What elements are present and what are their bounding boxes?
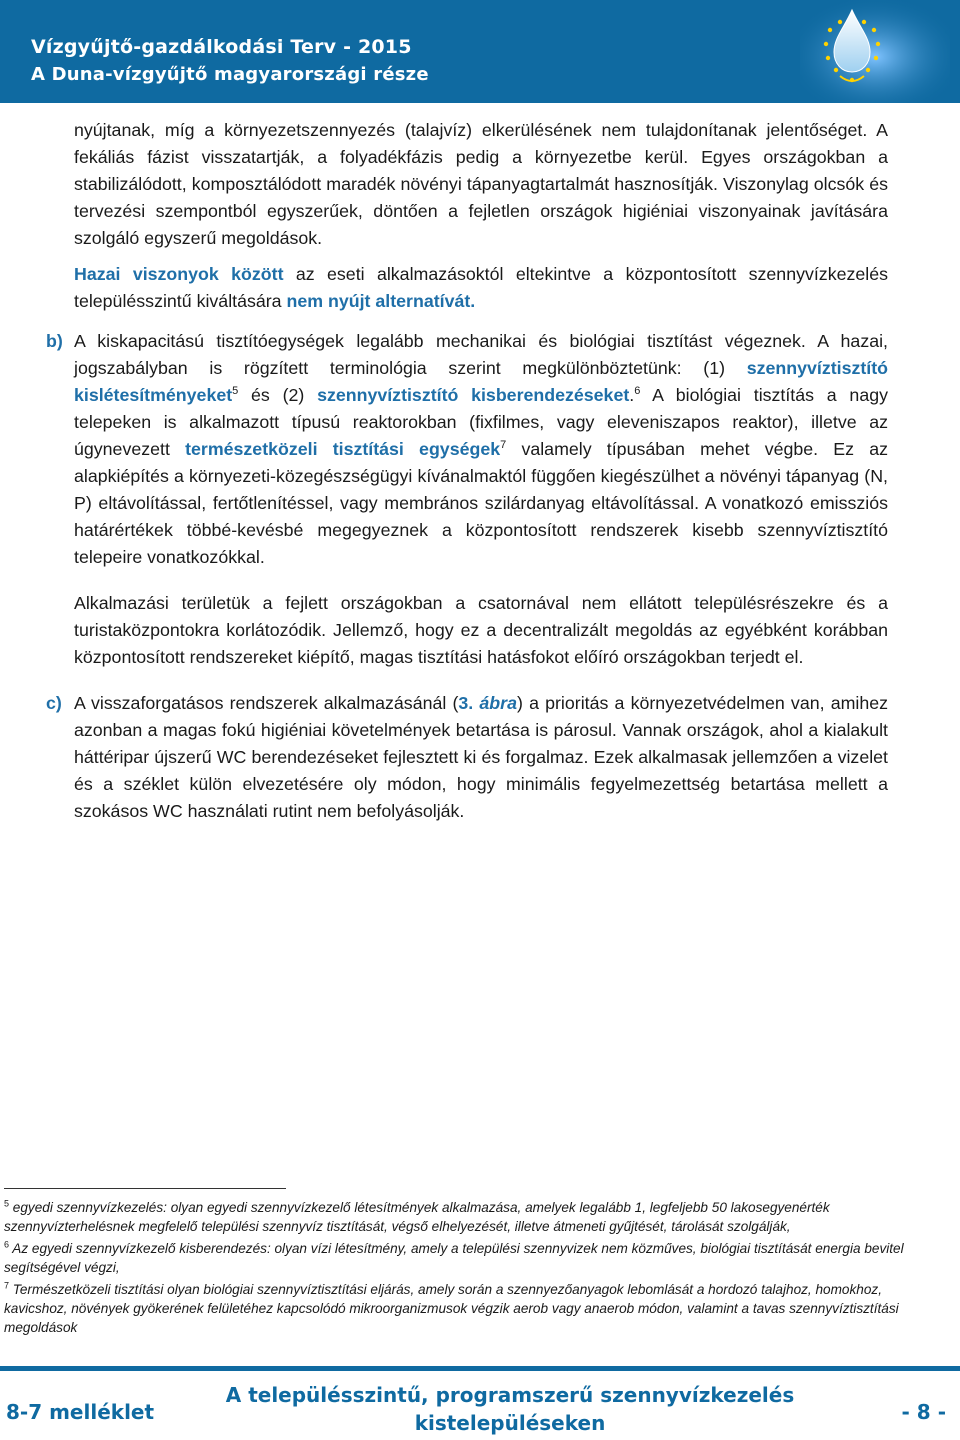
body-text: A visszaforgatásos rendszerek alkalmazásánál (	[74, 693, 459, 713]
body-text: ) a prioritás a környezetvédelmen van, amihez azonban a magas fokú higiéniai követelmények betartása is párosul. Vannak országok, ahol a kialakult háttéripar újszerű WC berendezéseket fejlesztett ki és forgalmaz. Ezek alkalmasak jellemzően a vizelet és a széklet külön elvezetésére oly módon, hogy minimális fegyelmezettség betartása mellett a szokásos WC használati rutint nem befolyásolják.	[74, 693, 889, 821]
list-marker: c)	[46, 693, 62, 713]
term-link: szennyvíztisztító kislétesítményeket	[74, 358, 888, 405]
header-title: Vízgyűjtő-gazdálkodási Terv - 2015	[31, 36, 412, 58]
figure-ref-number[interactable]: 3.	[458, 693, 474, 713]
main-content	[46, 117, 889, 825]
page-number: - 8 -	[901, 1400, 946, 1424]
footer-title: A településszintű, programszerű szennyvízkezelés kistelepüléseken	[225, 1383, 795, 1435]
body-text: .	[629, 385, 635, 405]
footnote	[4, 1280, 904, 1337]
paragraph	[74, 690, 888, 825]
footnote-ref[interactable]: 6	[634, 385, 641, 398]
body-text: valamely típusában mehet végbe. Ez az alapkiépítés a környezeti-közegészségügyi kívánalmaktól függően kiegészülhet a növényi tápanyag (N, P) eltávolítással, fertőtlenítéssel, vagy membrános szilárdanyag eltávolítással. A vonatkozó emissziós határértékek többé-kevésbé megegyeznek a központosított rendszerek kisebb szennyvíztisztító telepeire vonatkozókkal.	[74, 439, 889, 567]
footnote-text: Természetközeli tisztítási olyan biológiai szennyvíztisztítási eljárás, amely során a szennyezőanyagok lebomlását a hordozó talajhoz, homokhoz, kavicshoz, növények gyökerének felületéhez kapcsolódó mikroorganizmusok végzik aerob vagy anaerob módon, valamint a tavas szennyvíztisztítási megoldások	[4, 1282, 899, 1335]
paragraph	[74, 328, 888, 571]
footnote-text: egyedi szennyvízkezelés: olyan egyedi szennyvízkezelő létesítmények alkalmazása, amelyek legalább 1, legfeljebb 50 lakosegyenérték szennyvízterhelésnek megfelelő települési szennyvíz tisztítását, végső elhelyezését, illetve átmeneti gyűjtését, tárolását szolgálják,	[4, 1200, 830, 1234]
footer-divider	[0, 1366, 960, 1371]
footer-annex-label: 8-7 melléklet	[6, 1400, 155, 1424]
footnote-ref[interactable]: 5	[232, 385, 239, 398]
paragraph: nyújtanak, míg a környezetszennyezés (talajvíz) elkerülésének nem tulajdonítanak jelentőséget. A fekáliás fázist visszatartják, a folyadékfázis pedig a környezetbe kerül. Egyes országokban a stabilizálódott, komposztálódott maradék növényi tápanyagtartalmát hasznosítják. Viszonylag olcsók és tervezési szempontból egyszerűek, döntően a fejletlen országok higiéniai viszonyainak javítására szolgáló egyszerű megoldások.	[74, 120, 888, 248]
term-link: szennyvíztisztító kisberendezéseket	[317, 385, 630, 405]
body-text: A biológiai tisztítás a nagy telepeken is alkalmazott típusú reaktorokban (fixfilmes, vagy eleveniszapos reaktor), illetve az úgynevezett	[74, 385, 888, 459]
footnotes	[4, 1198, 904, 1340]
footnote	[4, 1239, 904, 1277]
body-text: és (2)	[238, 385, 318, 405]
term-link: természetközeli tisztítási egységek	[185, 439, 501, 459]
list-item-b	[46, 328, 889, 671]
footnote-text: Az egyedi szennyvízkezelő kisberendezés: olyan vízi létesítmény, amely a települési szennyvizek nem közműves, biológiai tisztítását energia bevitel segítségével végzi,	[4, 1241, 904, 1275]
paragraph-hazai	[74, 261, 888, 315]
list-marker: b)	[46, 331, 63, 351]
figure-ref-word[interactable]: ábra	[473, 693, 517, 713]
page-header	[0, 0, 960, 103]
body-text: A kiskapacitású tisztítóegységek legalább mechanikai és biológiai tisztítást végeznek. A hazai, jogszabályban is rögzített terminológia szerint megkülönböztetünk: (1)	[74, 331, 888, 378]
highlight-text: nem nyújt alternatívát.	[286, 291, 476, 311]
eu-water-drop-logo-icon	[800, 0, 950, 103]
highlight-text: Hazai viszonyok között	[74, 264, 284, 284]
body-text: az eseti alkalmazásoktól eltekintve a központosított szennyvízkezelés településszintű kiváltására	[74, 264, 888, 311]
footnote	[4, 1198, 904, 1236]
list-item-c	[46, 690, 889, 825]
header-subtitle: A Duna-vízgyűjtő magyarországi része	[31, 64, 429, 85]
footnote-number: 7	[4, 1280, 10, 1291]
footnote-ref[interactable]: 7	[500, 439, 507, 452]
footnote-divider	[4, 1188, 286, 1189]
footnote-number: 6	[4, 1239, 10, 1250]
paragraph: Alkalmazási területük a fejlett országokban a csatornával nem ellátott településrészekre és a turistaközpontokra korlátozódik. Jellemző, hogy ez a decentralizált megoldás az egyébként korábban központosított rendszereket kiépítő, magas tisztítási hatásfokot előíró országokban terjedt el.	[74, 593, 888, 667]
footnote-number: 5	[4, 1198, 10, 1209]
